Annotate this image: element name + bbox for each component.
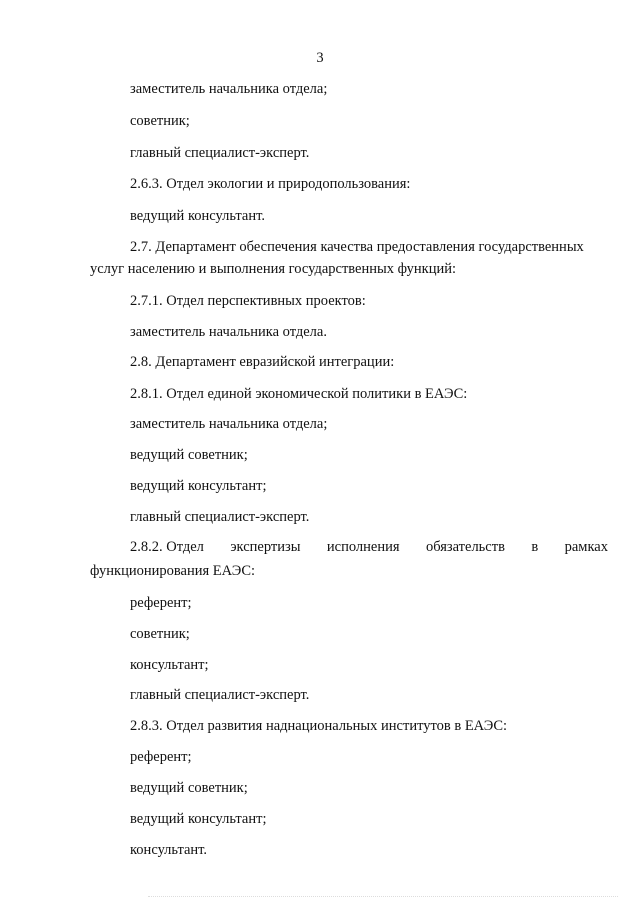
scan-artifact xyxy=(148,896,618,900)
text-line: главный специалист-эксперт. xyxy=(130,145,310,161)
text-line: ведущий советник; xyxy=(130,447,248,463)
word: 2.8.2. Отдел xyxy=(130,539,204,555)
text-line: главный специалист-эксперт. xyxy=(130,687,310,703)
text-line: главный специалист-эксперт. xyxy=(130,509,310,525)
section-heading: 2.8.3. Отдел развития наднациональных институтов в ЕАЭС: xyxy=(130,718,508,734)
text-line: советник; xyxy=(130,113,190,129)
word: рамках xyxy=(564,539,608,555)
text-line: референт; xyxy=(130,595,192,611)
text-line: ведущий консультант; xyxy=(130,811,267,827)
word: экспертизы xyxy=(230,539,301,555)
text-line: заместитель начальника отдела; xyxy=(130,416,328,432)
text-line: консультант. xyxy=(130,842,208,858)
text-line: ведущий консультант. xyxy=(130,208,265,224)
word: в xyxy=(531,539,539,555)
section-heading-justified xyxy=(130,538,608,556)
section-heading: 2.6.3. Отдел экологии и природопользования: xyxy=(130,176,411,192)
text-line: заместитель начальника отдела. xyxy=(130,324,327,340)
section-heading: 2.8. Департамент евразийской интеграции: xyxy=(130,354,395,370)
text-line: советник; xyxy=(130,626,190,642)
word: исполнения xyxy=(326,539,400,555)
section-heading-continuation: функционирования ЕАЭС: xyxy=(90,563,256,579)
text-line: консультант; xyxy=(130,657,209,673)
section-heading: 2.7. Департамент обеспечения качества предоставления государственных xyxy=(130,239,584,255)
text-line: ведущий советник; xyxy=(130,780,248,796)
text-line: референт; xyxy=(130,749,192,765)
text-line: заместитель начальника отдела; xyxy=(130,81,328,97)
page-number: 3 xyxy=(316,50,324,66)
section-heading: 2.7.1. Отдел перспективных проектов: xyxy=(130,293,366,309)
section-heading: 2.8.1. Отдел единой экономической политики в ЕАЭС: xyxy=(130,386,468,402)
text-line: ведущий консультант; xyxy=(130,478,267,494)
word: обязательств xyxy=(425,539,505,555)
section-heading-continuation: услуг населению и выполнения государственных функций: xyxy=(90,261,457,277)
